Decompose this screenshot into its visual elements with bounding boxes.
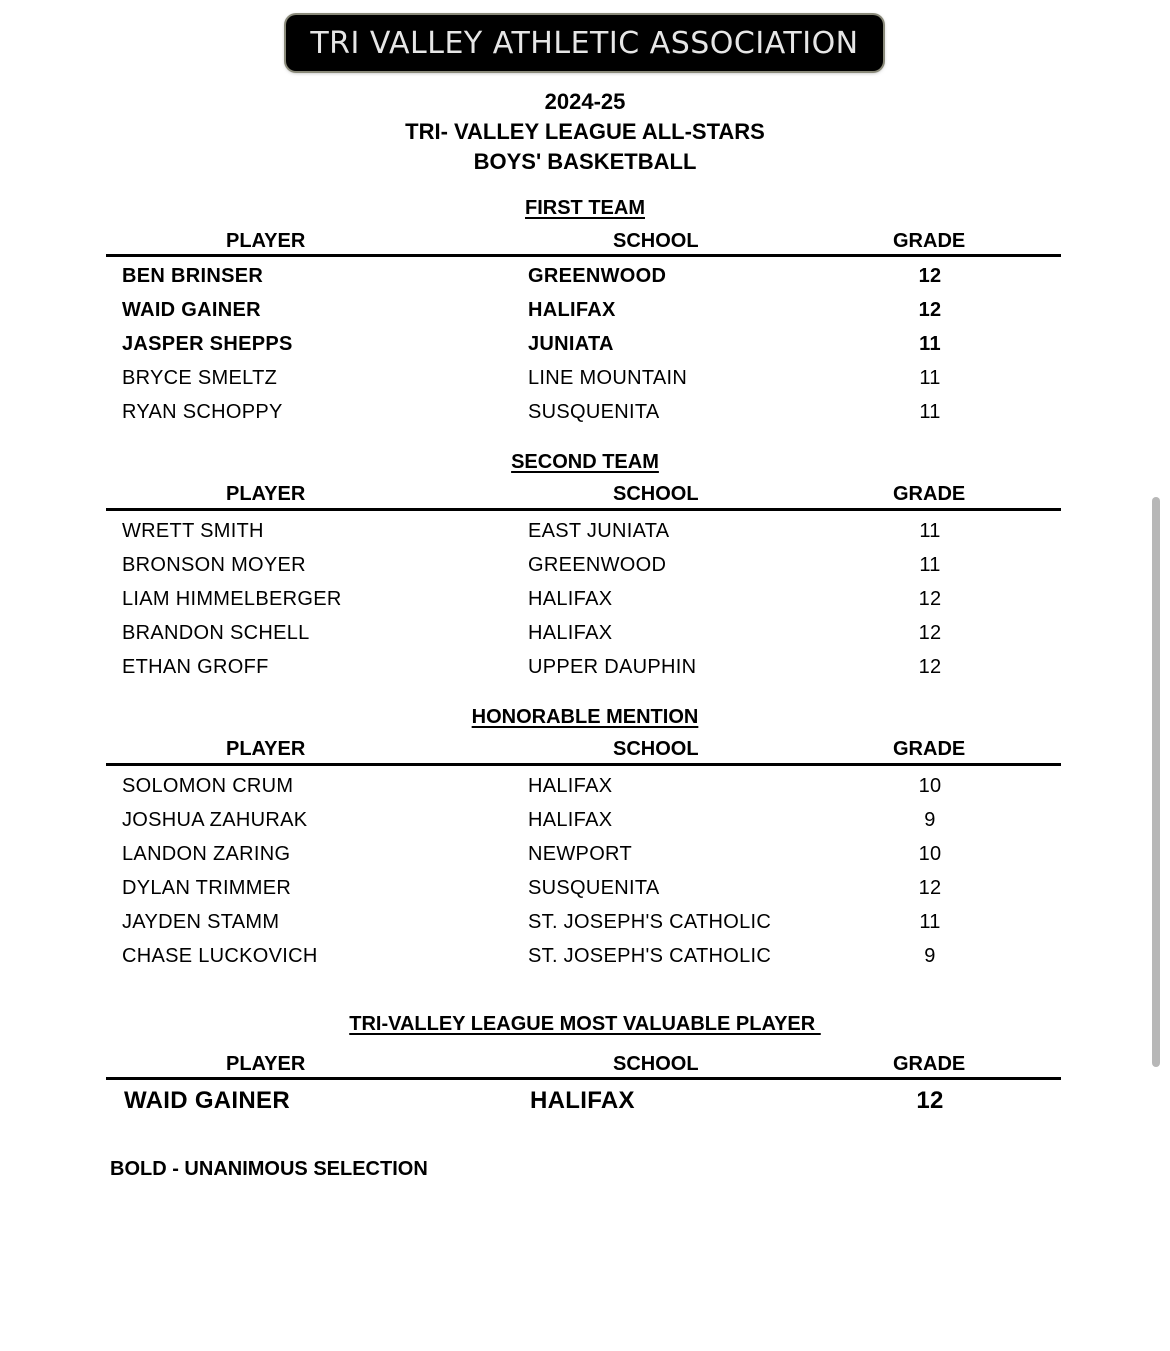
player-name: DYLAN TRIMMER <box>122 877 292 899</box>
school-name: HALIFAX <box>528 622 613 644</box>
sport-heading: BOYS' BASKETBALL <box>473 149 697 174</box>
school-name: ST. JOSEPH'S CATHOLIC <box>528 911 772 933</box>
player-column-header: PLAYER <box>226 1053 306 1075</box>
school-name: HALIFAX <box>528 775 613 797</box>
player-name: BEN BRINSER <box>122 265 264 287</box>
player-name: CHASE LUCKOVICH <box>122 945 318 967</box>
section-divider <box>106 508 1061 511</box>
player-name: BRANDON SCHELL <box>122 622 310 644</box>
grade-value: 10 <box>918 843 942 865</box>
legend-note: BOLD - UNANIMOUS SELECTION <box>110 1158 428 1180</box>
school-name: HALIFAX <box>528 809 613 831</box>
school-name: LINE MOUNTAIN <box>528 367 688 389</box>
section-title: FIRST TEAM <box>525 197 645 219</box>
grade-value: 9 <box>924 809 936 831</box>
grade-column-header: GRADE <box>893 738 966 760</box>
grade-value: 12 <box>918 656 942 678</box>
player-name: RYAN SCHOPPY <box>122 401 283 423</box>
section-divider <box>106 763 1061 766</box>
player-column-header: PLAYER <box>226 483 306 505</box>
grade-value: 11 <box>919 333 941 355</box>
section-title: HONORABLE MENTION <box>471 706 699 728</box>
section-divider <box>106 1077 1061 1080</box>
grade-value: 11 <box>919 911 941 933</box>
grade-column-header: GRADE <box>893 230 966 252</box>
player-name: WAID GAINER <box>122 299 261 321</box>
player-name: JOSHUA ZAHURAK <box>122 809 308 831</box>
school-column-header: SCHOOL <box>613 1053 699 1075</box>
section-title: SECOND TEAM <box>511 451 659 473</box>
grade-column-header: GRADE <box>893 1053 966 1075</box>
school-name: EAST JUNIATA <box>528 520 670 542</box>
school-name: UPPER DAUPHIN <box>528 656 697 678</box>
school-column-header: SCHOOL <box>613 483 699 505</box>
grade-value: 12 <box>918 265 942 287</box>
grade-value: 11 <box>919 401 941 423</box>
player-column-header: PLAYER <box>226 230 306 252</box>
scrollbar-thumb[interactable] <box>1152 497 1160 1067</box>
section-divider <box>106 254 1061 257</box>
school-name: ST. JOSEPH'S CATHOLIC <box>528 945 772 967</box>
school-name: HALIFAX <box>528 299 616 321</box>
grade-value: 11 <box>919 554 941 576</box>
grade-value: 12 <box>918 588 942 610</box>
school-name: SUSQUENITA <box>528 401 660 423</box>
grade-value: 12 <box>916 1087 944 1114</box>
section-title: TRI-VALLEY LEAGUE MOST VALUABLE PLAYER <box>349 1013 821 1035</box>
grade-value: 9 <box>924 945 936 967</box>
grade-value: 11 <box>919 520 941 542</box>
player-name: JAYDEN STAMM <box>122 911 280 933</box>
grade-value: 12 <box>918 299 942 321</box>
school-column-header: SCHOOL <box>613 230 699 252</box>
player-name: ETHAN GROFF <box>122 656 269 678</box>
school-name: HALIFAX <box>528 588 613 610</box>
school-name: GREENWOOD <box>528 265 667 287</box>
grade-value: 11 <box>919 367 941 389</box>
player-name: LANDON ZARING <box>122 843 291 865</box>
grade-value: 10 <box>918 775 942 797</box>
player-name: BRONSON MOYER <box>122 554 306 576</box>
logo-text: TRI VALLEY ATHLETIC ASSOCIATION <box>310 25 859 61</box>
player-column-header: PLAYER <box>226 738 306 760</box>
school-column-header: SCHOOL <box>613 738 699 760</box>
page-title: TRI- VALLEY LEAGUE ALL-STARS <box>405 119 765 144</box>
player-name: WAID GAINER <box>124 1087 290 1114</box>
grade-value: 12 <box>918 877 942 899</box>
school-name: SUSQUENITA <box>528 877 660 899</box>
school-name: NEWPORT <box>528 843 632 865</box>
player-name: SOLOMON CRUM <box>122 775 294 797</box>
grade-column-header: GRADE <box>893 483 966 505</box>
player-name: BRYCE SMELTZ <box>122 367 278 389</box>
player-name: JASPER SHEPPS <box>122 333 293 355</box>
school-name: HALIFAX <box>530 1087 635 1114</box>
player-name: LIAM HIMMELBERGER <box>122 588 342 610</box>
association-logo-banner <box>286 15 883 71</box>
season-heading: 2024-25 <box>544 89 626 114</box>
player-name: WRETT SMITH <box>122 520 264 542</box>
school-name: GREENWOOD <box>528 554 667 576</box>
school-name: JUNIATA <box>528 333 614 355</box>
grade-value: 12 <box>918 622 942 644</box>
